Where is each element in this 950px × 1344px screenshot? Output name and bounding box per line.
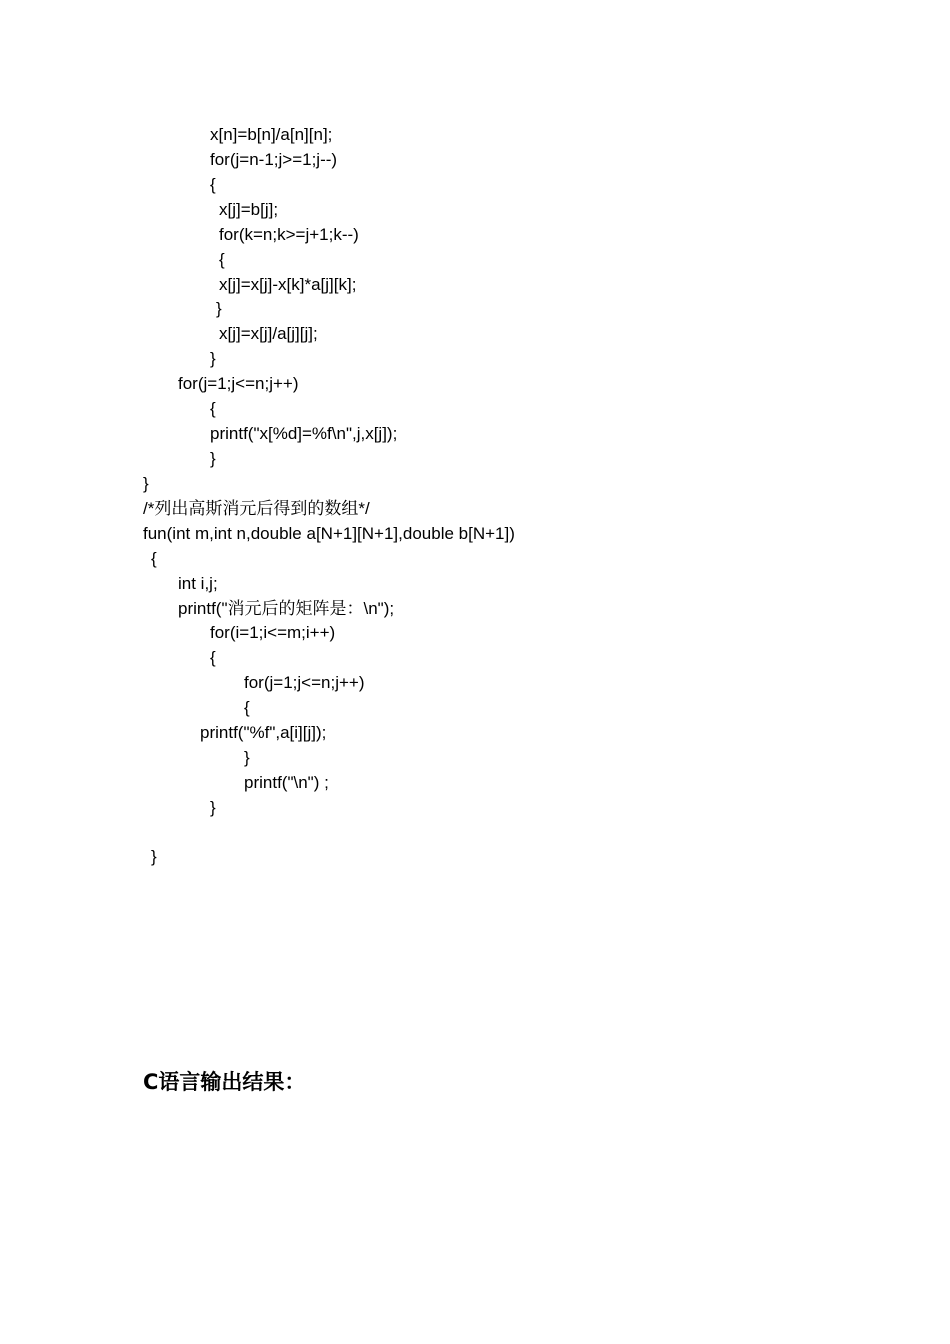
code-line: x[n]=b[n]/a[n][n]; bbox=[210, 125, 333, 144]
code-line: } bbox=[216, 299, 222, 318]
code-line: printf("%f",a[i][j]); bbox=[200, 723, 327, 742]
code-line: int i,j; bbox=[178, 574, 218, 593]
code-line: printf("x[%d]=%f\n",j,x[j]); bbox=[210, 424, 398, 443]
code-line: { bbox=[210, 175, 216, 194]
code-line: } bbox=[210, 798, 216, 817]
code-line: { bbox=[244, 698, 250, 717]
code-line: x[j]=b[j]; bbox=[219, 200, 279, 219]
code-line: { bbox=[210, 648, 216, 667]
code-line: } bbox=[210, 449, 216, 468]
code-line: for(j=n-1;j>=1;j--) bbox=[210, 150, 338, 169]
code-line: { bbox=[210, 399, 216, 418]
code-line: for(k=n;k>=j+1;k--) bbox=[219, 225, 359, 244]
code-line: printf("消元后的矩阵是：\n"); bbox=[178, 599, 395, 618]
code-line: } bbox=[143, 474, 149, 493]
code-line: } bbox=[210, 349, 216, 368]
code-line: } bbox=[244, 748, 250, 767]
code-line: } bbox=[151, 847, 157, 866]
code-line: x[j]=x[j]-x[k]*a[j][k]; bbox=[219, 275, 357, 294]
code-line: for(i=1;i<=m;i++) bbox=[210, 623, 336, 642]
code-line: for(j=1;j<=n;j++) bbox=[178, 374, 299, 393]
code-line: { bbox=[151, 549, 157, 568]
code-line: x[j]=x[j]/a[j][j]; bbox=[219, 324, 318, 343]
code-line: { bbox=[219, 250, 225, 269]
code-comment: /*列出高斯消元后得到的数组*/ bbox=[143, 499, 370, 518]
code-line: printf("\n") ; bbox=[244, 773, 329, 792]
code-line: for(j=1;j<=n;j++) bbox=[244, 673, 365, 692]
section-heading: C语言输出结果： bbox=[143, 1070, 306, 1094]
code-line: fun(int m,int n,double a[N+1][N+1],double b[N+1]) bbox=[143, 524, 515, 543]
